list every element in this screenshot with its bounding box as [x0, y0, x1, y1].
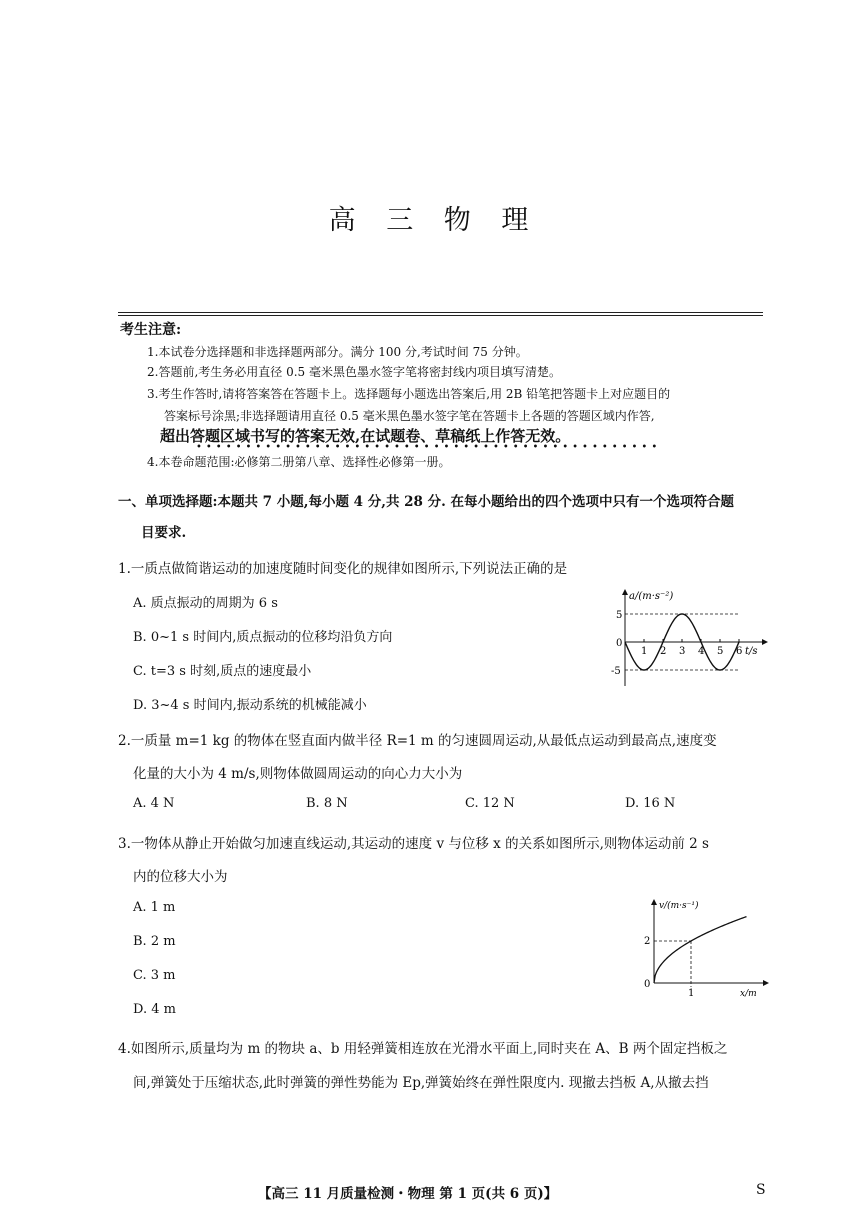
question-2-stem-line2: 化量的大小为 4 m/s,则物体做圆周运动的向心力大小为 — [133, 766, 463, 782]
section-heading-cont: 目要求. — [141, 525, 187, 541]
page-footer: 【高三 11 月质量检测・物理 第 1 页(共 6 页)】 — [258, 1186, 558, 1202]
fig1-origin-label: 0 — [616, 638, 623, 649]
fig1-x-tick-label: 5 — [717, 646, 724, 657]
fig2-y-tick-label: 2 — [644, 936, 651, 947]
fig1-x-tick-label: 4 — [698, 646, 705, 657]
q3-option-a: A. 1 m — [133, 900, 176, 915]
figure-2-velocity-displacement-graph — [640, 895, 770, 1000]
fig2-y-label: v/(m·s⁻¹) — [659, 901, 699, 911]
fig2-curve — [654, 917, 747, 983]
question-2-stem-line1: 2.一质量 m=1 kg 的物体在竖直面内做半径 R=1 m 的匀速圆周运动,从最低点运动到最高点,速度变 — [118, 733, 717, 749]
notice-item-2: 2.答题前,考生务必用直径 0.5 毫米黑色墨水签字笔将密封线内项目填写清楚。 — [147, 365, 561, 379]
notice-item-3: 3.考生作答时,请将答案答在答题卡上。选择题每小题选出答案后,用 2B 铅笔把答题卡上对应题目的 — [147, 387, 671, 401]
footer-version-code: S — [756, 1182, 766, 1198]
q2-option-a: A. 4 N — [133, 796, 175, 811]
q3-option-c: C. 3 m — [133, 968, 176, 983]
page-title: 高 三 物 理 — [328, 205, 540, 236]
question-4-stem-line2: 间,弹簧处于压缩状态,此时弹簧的弹性势能为 Ep,弹簧始终在弹性限度内. 现撤去挡板 A,从撤去挡 — [133, 1075, 709, 1091]
fig1-x-tick-label: 2 — [660, 646, 667, 657]
notice-item-3-cont: 答案标号涂黑;非选择题请用直径 0.5 毫米黑色墨水签字笔在答题卡上各题的答题区域内作答, — [164, 409, 655, 423]
q1-option-d: D. 3~4 s 时间内,振动系统的机械能减小 — [133, 698, 367, 713]
question-3-stem-line2: 内的位移大小为 — [133, 869, 228, 885]
fig1-x-tick-label: 3 — [679, 646, 686, 657]
header-rule-top — [118, 312, 763, 313]
fig2-x-tick-label: 1 — [688, 988, 695, 999]
fig1-y-neg-label: -5 — [611, 666, 621, 677]
fig1-y-label: a/(m·s⁻²) — [629, 591, 674, 602]
notice-item-1: 1.本试卷分选择题和非选择题两部分。满分 100 分,考试时间 75 分钟。 — [147, 345, 528, 359]
fig1-x-tick-label: 1 — [641, 646, 648, 657]
q3-option-b: B. 2 m — [133, 934, 176, 949]
notice-item-3-emphasis: 超出答题区域书写的答案无效,在试题卷、草稿纸上作答无效。 — [160, 427, 571, 445]
fig2-x-label: x/m — [740, 989, 757, 999]
q2-option-b: B. 8 N — [306, 796, 348, 811]
q1-option-b: B. 0~1 s 时间内,质点振动的位移均沿负方向 — [133, 630, 393, 645]
q3-option-d: D. 4 m — [133, 1002, 176, 1017]
fig2-origin-label: 0 — [644, 979, 651, 990]
question-4-stem-line1: 4.如图所示,质量均为 m 的物块 a、b 用轻弹簧相连放在光滑水平面上,同时夹在 A、B 两个固定挡板之 — [118, 1041, 728, 1057]
q2-option-c: C. 12 N — [465, 796, 515, 811]
section-heading: 一、单项选择题:本题共 7 小题,每小题 4 分,共 28 分. 在每小题给出的四个选项中只有一个选项符合题 — [118, 494, 735, 510]
notice-heading: 考生注意: — [120, 322, 182, 338]
fig1-x-tick-label: 6 — [736, 646, 743, 657]
emphasis-dots: ••••••••••••••••••••••••••••••••••••••••••••••• — [196, 442, 662, 453]
notice-item-4: 4.本卷命题范围:必修第二册第八章、选择性必修第一册。 — [147, 455, 451, 469]
question-1-stem: 1.一质点做简谐运动的加速度随时间变化的规律如图所示,下列说法正确的是 — [118, 561, 568, 577]
fig1-y-pos-label: 5 — [616, 610, 623, 621]
header-rule-bottom — [118, 315, 763, 316]
q1-option-a: A. 质点振动的周期为 6 s — [133, 596, 278, 611]
figure-1-acceleration-graph — [605, 585, 775, 690]
q1-option-c: C. t=3 s 时刻,质点的速度最小 — [133, 664, 312, 679]
fig1-x-label: t/s — [745, 646, 758, 657]
question-3-stem-line1: 3.一物体从静止开始做匀加速直线运动,其运动的速度 v 与位移 x 的关系如图所示,则物体运动前 2 s — [118, 836, 709, 852]
q2-option-d: D. 16 N — [625, 796, 676, 811]
